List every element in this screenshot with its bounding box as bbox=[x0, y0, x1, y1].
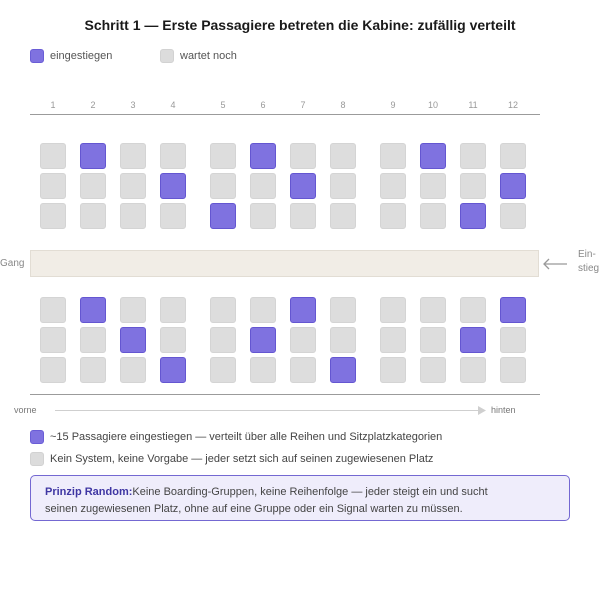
cabin-wall-top bbox=[30, 114, 540, 115]
seat-waiting bbox=[330, 327, 356, 353]
row-number: 4 bbox=[170, 100, 176, 110]
seat-waiting bbox=[160, 203, 186, 229]
row-number: 12 bbox=[507, 100, 518, 110]
arrow-right-icon bbox=[478, 406, 486, 415]
seat-waiting bbox=[330, 203, 356, 229]
legend-waiting-swatch bbox=[160, 49, 174, 63]
seat-waiting bbox=[80, 203, 106, 229]
seat-boarded bbox=[330, 357, 356, 383]
note-boarded-text: ~15 Passagiere eingestiegen — verteilt über alle Reihen und Sitzplatzkategorien bbox=[50, 431, 443, 443]
entry-label bbox=[578, 248, 599, 276]
seat-waiting bbox=[500, 327, 526, 353]
seat-waiting bbox=[500, 143, 526, 169]
seat-waiting bbox=[290, 143, 316, 169]
seat-waiting bbox=[460, 173, 486, 199]
seat-boarded bbox=[80, 297, 106, 323]
row-number: 5 bbox=[220, 100, 226, 110]
seat-waiting bbox=[250, 173, 276, 199]
seat-boarded bbox=[250, 143, 276, 169]
seat-waiting bbox=[40, 203, 66, 229]
row-number: 11 bbox=[468, 100, 478, 110]
seat-boarded bbox=[160, 173, 186, 199]
seat-waiting bbox=[160, 143, 186, 169]
entry-label-line1: Ein- bbox=[578, 249, 596, 260]
seat-waiting bbox=[460, 297, 486, 323]
seat-boarded bbox=[420, 143, 446, 169]
seat-waiting bbox=[210, 357, 236, 383]
seat-waiting bbox=[330, 143, 356, 169]
axis-back-label: hinten bbox=[491, 405, 516, 415]
row-number: 10 bbox=[427, 100, 438, 110]
seat-boarded bbox=[290, 173, 316, 199]
legend-boarded-swatch bbox=[30, 49, 44, 63]
entry-label-line2: stieg bbox=[578, 263, 600, 274]
info-line-1 bbox=[45, 484, 555, 501]
seat-waiting bbox=[380, 143, 406, 169]
seat-boarded bbox=[460, 203, 486, 229]
seat-boarded bbox=[210, 203, 236, 229]
seat-waiting bbox=[160, 297, 186, 323]
seat-waiting bbox=[80, 327, 106, 353]
seat-waiting bbox=[420, 297, 446, 323]
seat-waiting bbox=[40, 297, 66, 323]
direction-axis bbox=[55, 410, 482, 411]
seat-waiting bbox=[120, 173, 146, 199]
seat-boarded bbox=[250, 327, 276, 353]
seat-waiting bbox=[120, 357, 146, 383]
arrow-left-icon bbox=[541, 257, 569, 271]
seat-waiting bbox=[80, 357, 106, 383]
seat-waiting bbox=[290, 327, 316, 353]
seat-waiting bbox=[40, 173, 66, 199]
row-number: 7 bbox=[300, 100, 306, 110]
seat-waiting bbox=[460, 357, 486, 383]
seat-waiting bbox=[120, 143, 146, 169]
info-text-line1: Keine Boarding-Gruppen, keine Reihenfolge — jeder steigt ein und sucht bbox=[132, 486, 488, 498]
seat-waiting bbox=[210, 173, 236, 199]
seat-waiting bbox=[380, 327, 406, 353]
seat-boarded bbox=[160, 357, 186, 383]
seat-waiting bbox=[420, 357, 446, 383]
note-waiting-text: Kein System, keine Vorgabe — jeder setzt sich auf seinen zugewiesenen Platz bbox=[50, 453, 434, 465]
seat-waiting bbox=[380, 203, 406, 229]
seat-waiting bbox=[420, 203, 446, 229]
seat-waiting bbox=[40, 327, 66, 353]
legend-waiting bbox=[160, 48, 237, 64]
seat-boarded bbox=[460, 327, 486, 353]
seat-waiting bbox=[500, 203, 526, 229]
seat-boarded bbox=[120, 327, 146, 353]
page-title: Schritt 1 — Erste Passagiere betreten die Kabine: zufällig verteilt bbox=[84, 17, 516, 33]
seat-waiting bbox=[380, 173, 406, 199]
legend-waiting-label: wartet noch bbox=[180, 50, 237, 62]
seat-waiting bbox=[210, 297, 236, 323]
axis-front-label: vorne bbox=[14, 405, 37, 415]
seat-waiting bbox=[250, 297, 276, 323]
seat-boarded bbox=[500, 173, 526, 199]
row-number: 3 bbox=[130, 100, 136, 110]
aisle-label: Gang bbox=[0, 258, 25, 269]
seat-waiting bbox=[380, 357, 406, 383]
row-number: 2 bbox=[90, 100, 96, 110]
row-number: 9 bbox=[390, 100, 396, 110]
row-number: 6 bbox=[260, 100, 266, 110]
row-number: 1 bbox=[50, 100, 56, 110]
seat-waiting bbox=[210, 143, 236, 169]
cabin-wall-bottom bbox=[30, 394, 540, 395]
note-waiting bbox=[30, 451, 433, 467]
seat-waiting bbox=[80, 173, 106, 199]
note-boarded-swatch bbox=[30, 430, 44, 444]
info-text-line2: seinen zugewiesenen Platz, ohne auf eine Gruppe oder ein Signal warten zu müssen. bbox=[45, 503, 463, 515]
seat-waiting bbox=[500, 357, 526, 383]
seat-waiting bbox=[420, 173, 446, 199]
note-boarded bbox=[30, 429, 442, 445]
seat-waiting bbox=[120, 297, 146, 323]
seat-waiting bbox=[330, 297, 356, 323]
legend-boarded bbox=[30, 48, 112, 64]
seat-waiting bbox=[420, 327, 446, 353]
seat-waiting bbox=[250, 203, 276, 229]
seat-waiting bbox=[160, 327, 186, 353]
seat-waiting bbox=[330, 173, 356, 199]
seat-boarded bbox=[500, 297, 526, 323]
seat-waiting bbox=[40, 143, 66, 169]
seat-waiting bbox=[380, 297, 406, 323]
seat-waiting bbox=[460, 143, 486, 169]
info-heading: Prinzip Random: bbox=[45, 486, 133, 498]
info-box bbox=[30, 475, 570, 521]
aisle bbox=[30, 250, 539, 277]
seat-waiting bbox=[120, 203, 146, 229]
seat-waiting bbox=[250, 357, 276, 383]
seat-waiting bbox=[40, 357, 66, 383]
legend-boarded-label: eingestiegen bbox=[50, 50, 113, 62]
seat-waiting bbox=[290, 203, 316, 229]
seat-boarded bbox=[80, 143, 106, 169]
row-number: 8 bbox=[340, 100, 346, 110]
seat-waiting bbox=[210, 327, 236, 353]
seat-boarded bbox=[290, 297, 316, 323]
seat-waiting bbox=[290, 357, 316, 383]
note-waiting-swatch bbox=[30, 452, 44, 466]
